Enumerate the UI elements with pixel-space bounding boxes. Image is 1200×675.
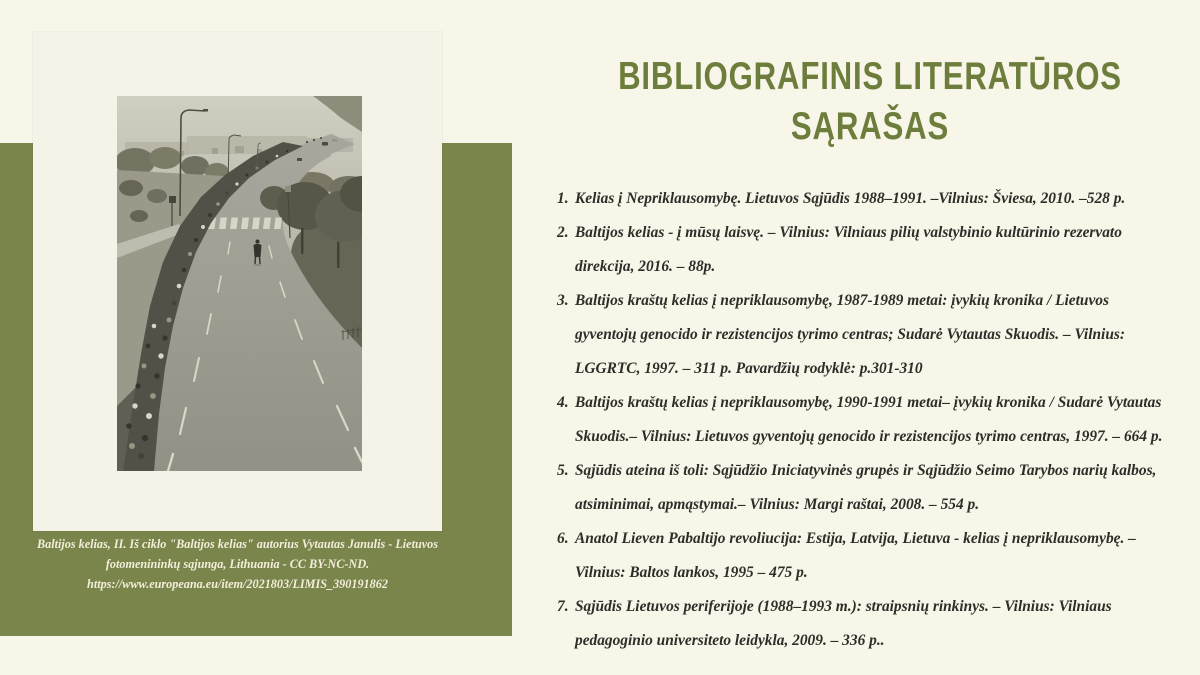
bibliography-item — [557, 454, 1172, 522]
photo-frame — [33, 32, 442, 531]
bibliography-item — [557, 386, 1172, 454]
item-number: 2. — [557, 224, 569, 241]
photo-caption — [33, 534, 442, 594]
item-number: 6. — [557, 530, 569, 547]
bibliography-item — [557, 216, 1172, 284]
item-text: Kelias į Nepriklausomybę. Lietuvos Sąjūdis 1988–1991. –Vilnius: Šviesa, 2010. –528 p. — [575, 190, 1126, 207]
baltic-way-photo — [117, 96, 362, 471]
bibliography-item — [557, 590, 1172, 658]
item-number: 1. — [557, 190, 569, 207]
item-text: Sąjūdis ateina iš toli: Sąjūdžio Iniciatyvinės grupės ir Sąjūdžio Seimo Tarybos narių kalbos, atsiminimai, apmąstymai.– Vilnius: Margi raštai, 2008. – 554 p. — [575, 462, 1157, 513]
caption-url: https://www.europeana.eu/item/2021803/LIMIS_390191862 — [87, 577, 388, 591]
item-number: 7. — [557, 598, 569, 615]
caption-line: Baltijos kelias, II. Iš ciklo "Baltijos kelias" autorius Vytautas Janulis - Lietuvos — [37, 537, 438, 551]
item-text: Baltijos kraštų kelias į nepriklausomybę, 1990-1991 metai– įvykių kronika / Sudarė Vytautas Skuodis.– Vilnius: Lietuvos gyventojų genocido ir rezistencijos tyrimo centras, 1997. – 664 p. — [575, 394, 1163, 445]
item-text: Baltijos kraštų kelias į nepriklausomybę, 1987-1989 metai: įvykių kronika / Lietuvos gyventojų genocido ir rezistencijos tyrimo centras; Sudarė Vytautas Skuodis. – Vilnius: LGGRTC, 1997. – 311 p. Pavardžių rodyklė: p.301-310 — [575, 292, 1125, 377]
item-number: 3. — [557, 292, 569, 309]
title-line-1: BIBLIOGRAFINIS LITERATŪROS — [618, 55, 1122, 98]
item-text: Sąjūdis Lietuvos periferijoje (1988–1993 m.): straipsnių rinkinys. – Vilnius: Vilniaus pedagoginio universiteto leidykla, 2009. – 336 p.. — [575, 598, 1112, 649]
title-line-2: SĄRAŠAS — [790, 105, 950, 148]
page-title — [555, 52, 1185, 152]
bibliography-item — [557, 522, 1172, 590]
item-number: 5. — [557, 462, 569, 479]
item-text: Anatol Lieven Pabaltijo revoliucija: Estija, Latvija, Lietuva - kelias į nepriklausomybę. – Vilnius: Baltos lankos, 1995 – 475 p. — [575, 530, 1136, 581]
item-number: 4. — [557, 394, 569, 411]
caption-line: fotomenininkų sąjunga, Lithuania - CC BY-NC-ND. — [105, 557, 370, 571]
bibliography-item — [557, 182, 1172, 216]
bibliography-item — [557, 284, 1172, 386]
item-text: Baltijos kelias - į mūsų laisvę. – Vilnius: Vilniaus pilių valstybinio kultūrinio rezervato direkcija, 2016. – 88p. — [575, 224, 1122, 275]
bibliography-list — [557, 182, 1172, 658]
